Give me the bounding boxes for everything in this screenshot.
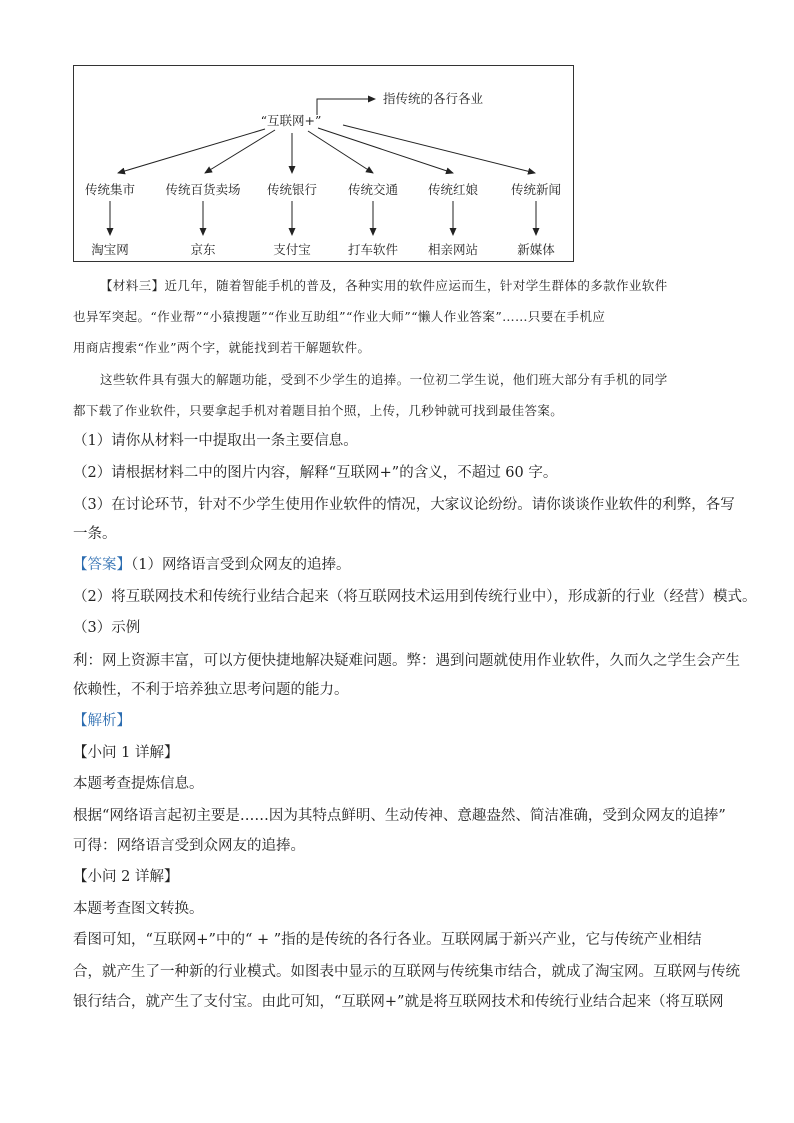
material3-label: 【材料三】 xyxy=(100,278,165,293)
sub2-line-4: 银行结合，就产生了支付宝。由此可知，“互联网+”就是将互联网技术和传统行业结合起来（将互联网 xyxy=(73,994,724,1010)
question-3-line-1: （3）在讨论环节，针对不少学生使用作业软件的情况，大家议论纷纷。请你谈谈作业软件的利弊，各写 xyxy=(73,497,735,513)
question-1: （1）请你从材料一中提取出一条主要信息。 xyxy=(73,433,358,449)
target-5: 相亲网站 xyxy=(427,242,479,257)
arrow-to-source-1 xyxy=(118,129,265,173)
material3-line-1: 【材料三】近几年，随着智能手机的普及，各种实用的软件应运而生，针对学生群体的多款作业软件 xyxy=(100,278,668,293)
sub1-line-2: 根据“网络语言起初主要是……因为其特点鲜明、生动传神、意趣盎然、简洁准确，受到众网友的追捧” xyxy=(73,808,726,824)
question-3-line-2: 一条。 xyxy=(73,526,117,542)
question-2: （2）请根据材料二中的图片内容，解释“互联网+”的含义，不超过 60 字。 xyxy=(73,465,558,481)
target-2: 京东 xyxy=(190,242,216,257)
sub2-line-2: 看图可知，“互联网+”中的“ + ”指的是传统的各行各业。互联网属于新兴产业，它与传统产业相结 xyxy=(73,932,702,948)
analysis-label: 【解析】 xyxy=(73,713,131,729)
sub1-line-3: 可得：网络语言受到众网友的追捧。 xyxy=(73,838,305,854)
sub1-line-1: 本题考查提炼信息。 xyxy=(73,776,204,792)
sub1-title: 【小问 1 详解】 xyxy=(73,745,179,761)
diagram-top-target: 指传统的各行各业 xyxy=(383,91,484,106)
material3-line-5: 都下载了作业软件，只要拿起手机对着题目拍个照，上传，几秒钟就可找到最佳答案。 xyxy=(73,403,564,418)
answer-line-2: （2）将互联网技术和传统行业结合起来（将互联网技术运用到传统行业中），形成新的行业（经营）模式。 xyxy=(73,589,757,605)
target-1: 淘宝网 xyxy=(91,242,129,257)
target-6: 新媒体 xyxy=(517,242,555,257)
sub2-line-3: 合，就产生了一种新的行业模式。如图表中显示的互联网与传统集市结合，就成了淘宝网。互联网与传统 xyxy=(73,964,740,980)
source-4: 传统交通 xyxy=(347,182,399,197)
source-6: 传统新闻 xyxy=(510,182,562,197)
answer-line-3: （3）示例 xyxy=(73,620,141,636)
arrow-to-source-4 xyxy=(308,131,373,173)
internet-plus-diagram xyxy=(73,65,574,262)
answer-label: 【答案】 xyxy=(73,557,131,573)
material3-line-4: 这些软件具有强大的解题功能，受到不少学生的追捧。一位初二学生说，他们班大部分有手机的同学 xyxy=(100,372,668,387)
target-3: 支付宝 xyxy=(273,242,311,257)
source-3: 传统银行 xyxy=(266,182,318,197)
sub2-title: 【小问 2 详解】 xyxy=(73,869,179,885)
arrow-top xyxy=(317,99,375,115)
diagram-center-label: “互联网+” xyxy=(260,113,322,128)
material3-line-3: 用商店搜索“作业”两个字，就能找到若干解题软件。 xyxy=(73,340,371,355)
material3-line-2: 也异军突起。“作业帮”“小猿搜题”“作业互助组”“作业大师”“懒人作业答案”……只要在手机应 xyxy=(73,309,606,324)
answer-line-1: 【答案】（1）网络语言受到众网友的追捧。 xyxy=(73,557,351,573)
answer-line-4: 利：网上资源丰富，可以方便快捷地解决疑难问题。弊：遇到问题就使用作业软件，久而久之学生会产生 xyxy=(73,653,740,669)
target-4: 打车软件 xyxy=(347,242,399,257)
sub2-line-1: 本题考查图文转换。 xyxy=(73,901,204,917)
source-1: 传统集市 xyxy=(84,182,136,197)
arrow-to-source-6 xyxy=(343,125,535,173)
source-2: 传统百货卖场 xyxy=(165,182,241,197)
answer-line-5: 依赖性，不利于培养独立思考问题的能力。 xyxy=(73,682,349,698)
source-5: 传统红娘 xyxy=(427,182,479,197)
